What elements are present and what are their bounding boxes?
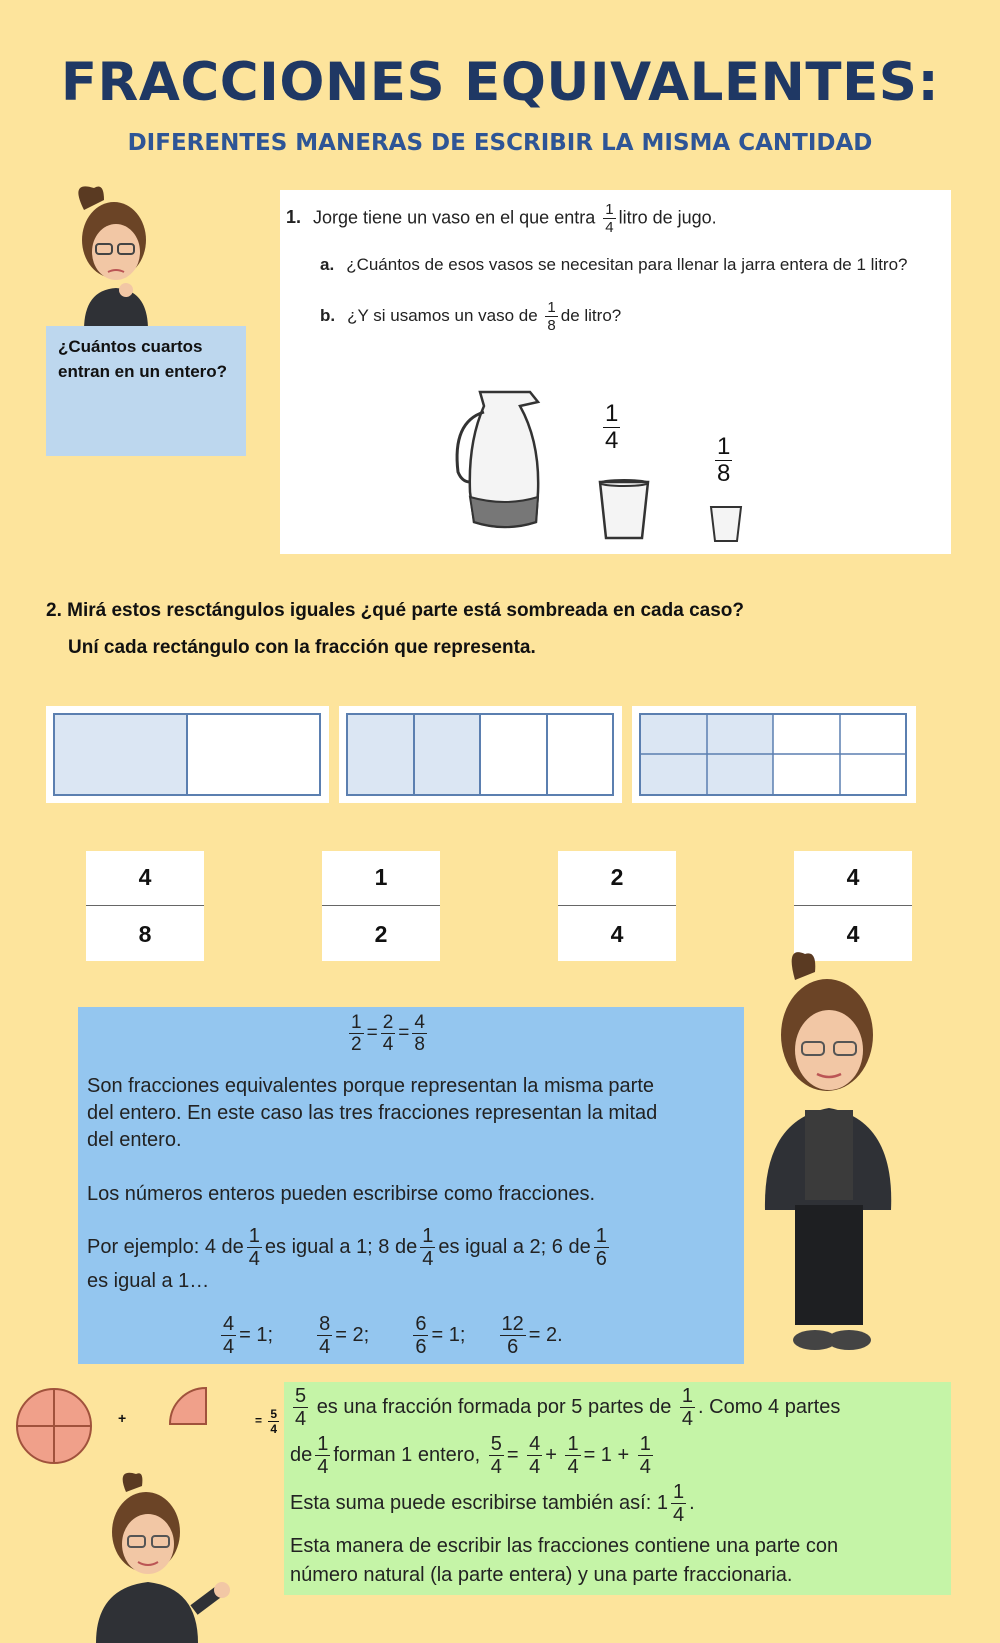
rectangle-halves[interactable] [46,706,329,803]
fraction-card[interactable] [86,851,204,961]
frac-denominator: 6 [507,1336,519,1358]
avatar-standing [745,950,900,1380]
frac-numerator: 4 [414,1012,425,1033]
frac-numerator: 8 [319,1313,331,1335]
frac-numerator: 5 [295,1385,307,1407]
whole-number-examples [218,1314,563,1357]
card-fraction-bar [86,905,204,906]
frac-numerator: 1 [547,299,556,316]
green-text: forman 1 entero, [333,1443,481,1466]
card-numerator: 2 [610,864,624,890]
frac-denominator: 4 [248,1248,260,1270]
frac-denominator: 8 [717,460,731,487]
glass-eighth-label [712,435,735,486]
green-text: = 1 + [583,1443,630,1466]
green-text: es una fracción formada por 5 partes de [316,1395,672,1418]
frac-denominator: 4 [605,427,619,454]
equals-sign: = [255,1413,263,1428]
pizza-result [255,1408,282,1435]
example-result: = 1; [239,1323,274,1346]
equals-sign: = [366,1022,378,1044]
glass-small-icon [709,504,743,544]
card-denominator: 8 [138,921,152,947]
thinking-note [46,326,246,456]
plus-sign: + [545,1443,557,1466]
explanation-line-1: Son fracciones equivalentes porque representan la misma parte [87,1075,654,1097]
frac-denominator: 4 [382,1034,394,1055]
frac-denominator: 4 [295,1408,307,1430]
card-fraction-bar [794,905,912,906]
frac-denominator: 4 [223,1336,235,1358]
green-text: de [290,1443,313,1466]
frac-denominator: 4 [270,1422,278,1436]
explanation-line-2: del entero. En este caso las tres fracciones representan la mitad [87,1102,658,1124]
frac-denominator: 4 [422,1248,434,1270]
fraction-card[interactable] [558,851,676,961]
frac-denominator: 6 [595,1248,607,1270]
frac-numerator: 1 [605,201,614,218]
plus-sign: + [118,1410,127,1426]
green-line-5: número natural (la parte entera) y una parte fraccionaria. [290,1564,793,1586]
green-text: . [689,1491,695,1514]
question-a [320,255,908,275]
mixed-number-explanation [284,1382,951,1595]
equals-sign: = [398,1022,410,1044]
card-fraction-bar [322,905,440,906]
note-text: ¿Cuántos cuartos entran en un entero? [58,337,228,381]
frac-denominator: 4 [529,1456,541,1478]
frac-denominator: 8 [414,1034,425,1055]
frac-denominator: 4 [317,1456,329,1478]
card-fraction-bar [558,905,676,906]
frac-numerator: 1 [422,1225,434,1247]
question-b-text-after: de litro? [560,305,622,325]
fraction-card[interactable] [322,851,440,961]
frac-denominator: 4 [605,219,614,236]
green-text: . Como 4 partes [698,1395,841,1418]
card-numerator: 1 [374,864,388,890]
page-subtitle: DIFERENTES MANERAS DE ESCRIBIR LA MISMA CANTIDAD [127,130,873,156]
example-line [87,1226,612,1269]
frac-denominator: 4 [319,1336,331,1358]
frac-denominator: 4 [490,1456,502,1478]
example-text: Por ejemplo: 4 de [87,1235,244,1258]
frac-numerator: 5 [490,1433,502,1455]
equals-sign: = [506,1443,519,1466]
exercise-1-number: 1. [286,207,302,228]
frac-denominator: 4 [681,1408,694,1430]
explanation-line-3: del entero. [87,1129,182,1151]
exercise-1-card [280,190,951,554]
frac-numerator: 1 [672,1481,685,1503]
example-text: es igual a 2; 6 de [438,1235,591,1258]
frac-numerator: 1 [567,1433,579,1455]
green-line-4: Esta manera de escribir las fracciones contiene una parte con [290,1535,839,1557]
frac-numerator: 4 [529,1433,541,1455]
exercise-2-instructions [46,592,744,666]
question-b [320,300,621,333]
question-b-label: b. [320,305,336,325]
example-line-end: es igual a 1… [87,1270,210,1292]
frac-numerator: 1 [248,1225,260,1247]
frac-numerator: 4 [223,1313,235,1335]
green-line-3 [290,1482,695,1525]
green-line-1 [290,1386,840,1429]
green-line-2 [290,1434,656,1477]
exercise-1-question [286,202,717,235]
exercise-1-text-before: Jorge tiene un vaso en el que entra [313,207,596,228]
card-denominator: 2 [374,921,388,947]
avatar-presenting [86,1470,236,1643]
frac-denominator: 4 [672,1504,685,1526]
exercise-2-line-1: 2. Mirá estos resctángulos iguales ¿qué parte está sombreada en cada caso? [46,600,744,621]
question-a-text: ¿Cuántos de esos vasos se necesitan para llenar la jarra entera de 1 litro? [346,255,908,274]
glass-large-icon [598,478,650,542]
pizza-quarters-icon [14,1386,94,1466]
equivalence-equation [346,1013,430,1054]
question-a-label: a. [320,255,335,274]
card-denominator: 4 [610,921,624,947]
frac-numerator: 1 [717,433,731,460]
jug-icon [450,382,560,542]
frac-numerator: 1 [639,1433,651,1455]
frac-numerator: 6 [415,1313,427,1335]
frac-denominator: 2 [351,1034,362,1055]
green-text: Esta suma puede escribirse también así: 1 [290,1491,668,1514]
page-title: FRACCIONES EQUIVALENTES: [60,52,940,113]
frac-numerator: 5 [270,1407,278,1421]
fraction-eighth [545,300,557,333]
frac-numerator: 1 [351,1012,362,1033]
frac-denominator: 4 [639,1456,651,1478]
card-numerator: 4 [846,864,860,890]
fraction-card[interactable] [794,851,912,961]
frac-numerator: 1 [681,1385,694,1407]
glass-quarter-label [600,402,623,453]
rectangle-eighths[interactable] [632,706,916,803]
frac-denominator: 6 [415,1336,427,1358]
frac-numerator: 1 [595,1225,607,1247]
fraction-quarter [603,202,615,235]
rectangle-quarters[interactable] [339,706,622,803]
whole-numbers-line: Los números enteros pueden escribirse como fracciones. [87,1183,596,1205]
exercise-1-text-after: litro de jugo. [618,207,717,228]
frac-denominator: 8 [547,317,556,334]
example-result: = 1; [431,1323,466,1346]
card-numerator: 4 [138,864,152,890]
frac-numerator: 12 [501,1313,524,1335]
example-result: = 2; [335,1323,370,1346]
equivalent-fractions-explanation [78,1007,744,1364]
frac-numerator: 1 [605,400,619,427]
question-b-text-before: ¿Y si usamos un vaso de [347,305,538,325]
frac-numerator: 2 [382,1012,394,1033]
frac-denominator: 4 [567,1456,579,1478]
exercise-2-line-2: Uní cada rectángulo con la fracción que representa. [68,637,536,658]
avatar-thinking [44,180,154,330]
example-result: = 2. [528,1323,563,1346]
card-denominator: 4 [846,921,860,947]
frac-numerator: 1 [317,1433,329,1455]
pizza-slice-icon [168,1386,210,1428]
example-text: es igual a 1; 8 de [264,1235,418,1258]
